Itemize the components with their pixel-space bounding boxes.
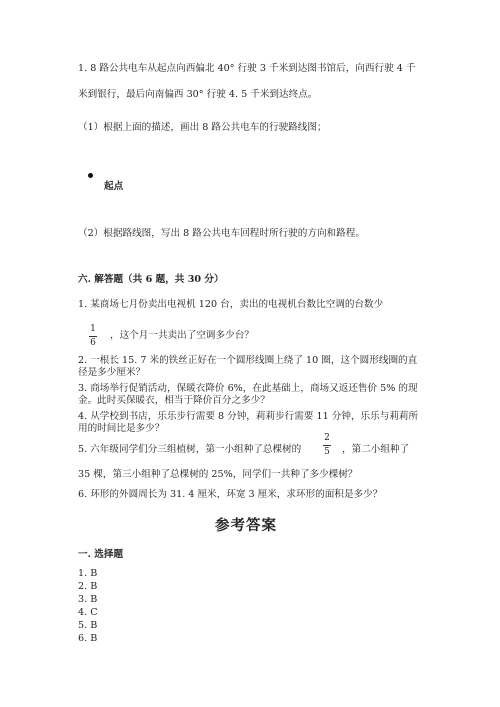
- problem-1-line-2: 米到银行，最后向南偏西 30° 行驶 4. 5 千米到达终点。: [78, 89, 318, 100]
- answer-item: 4. C: [78, 607, 98, 618]
- fraction-bar: [89, 336, 97, 337]
- start-point-dot: [88, 173, 93, 178]
- question-1-line-2: ，这个月一共卖出了空调多少台？: [110, 330, 254, 341]
- fraction-numerator: 2: [324, 433, 330, 443]
- question-5-line-1b: ，第二小组种了: [342, 444, 410, 455]
- answer-item: 5. B: [78, 620, 98, 631]
- fraction-denominator: 6: [90, 338, 96, 348]
- question-2-line-1: 2. 一根长 15. 7 米的铁丝正好在一个圆形线圈上绕了 10 圈，这个圆形线圈的直: [78, 355, 418, 366]
- question-5-line-1a: 5. 六年级同学们分三组植树，第一小组种了总棵树的: [78, 444, 302, 455]
- question-1-fraction: [89, 324, 97, 349]
- fraction-bar: [323, 445, 331, 446]
- question-6: 6. 环形的外圆周长为 31. 4 厘米，环宽 3 厘米，求环形的面积是多少？: [78, 489, 383, 500]
- start-point-label: 起点: [104, 181, 124, 192]
- question-5-line-2: 35 棵，第三小组种了总棵树的 25%，同学们一共种了多少棵树？: [78, 469, 358, 480]
- answers-title: 参考答案: [215, 517, 277, 534]
- section-6-heading: 六. 解答题（共 6 题，共 30 分）: [78, 274, 224, 285]
- problem-1-part-1: （1）根据上面的描述，画出 8 路公共电车的行驶路线图；: [78, 122, 327, 133]
- fraction-numerator: 1: [90, 324, 96, 334]
- problem-1-line-1: 1. 8 路公共电车从起点向西偏北 40° 行驶 3 千米到达图书馆后，向西行驶 4 千: [78, 63, 416, 74]
- fraction-denominator: 5: [324, 447, 330, 457]
- question-5-fraction: [323, 433, 331, 458]
- answers-section-heading: 一. 选择题: [78, 549, 124, 560]
- question-1-line-1: 1. 某商场七月份卖出电视机 120 台，卖出的电视机台数比空调的台数少: [78, 299, 384, 310]
- question-3-line-1: 3. 商场举行促销活动，保暖衣降价 6%，在此基础上，商场又返还售价 5% 的现: [78, 383, 418, 394]
- answer-item: 2. B: [78, 581, 98, 592]
- question-3-line-2: 金。此时买保暖衣，相当于降价百分之多少？: [78, 395, 270, 406]
- answer-item: 6. B: [78, 633, 98, 644]
- question-4-line-2: 用的时间比是多少？: [78, 423, 165, 434]
- question-2-line-2: 径是多少厘米？: [78, 367, 146, 378]
- answer-item: 3. B: [78, 594, 98, 605]
- problem-1-part-2: （2）根据路线图，写出 8 路公共电车回程时所行驶的方向和路程。: [78, 228, 365, 239]
- answer-item: 1. B: [78, 568, 98, 579]
- question-4-line-1: 4. 从学校到书店，乐乐步行需要 8 分钟，莉莉步行需要 11 分钟，乐乐与莉莉所: [78, 411, 419, 422]
